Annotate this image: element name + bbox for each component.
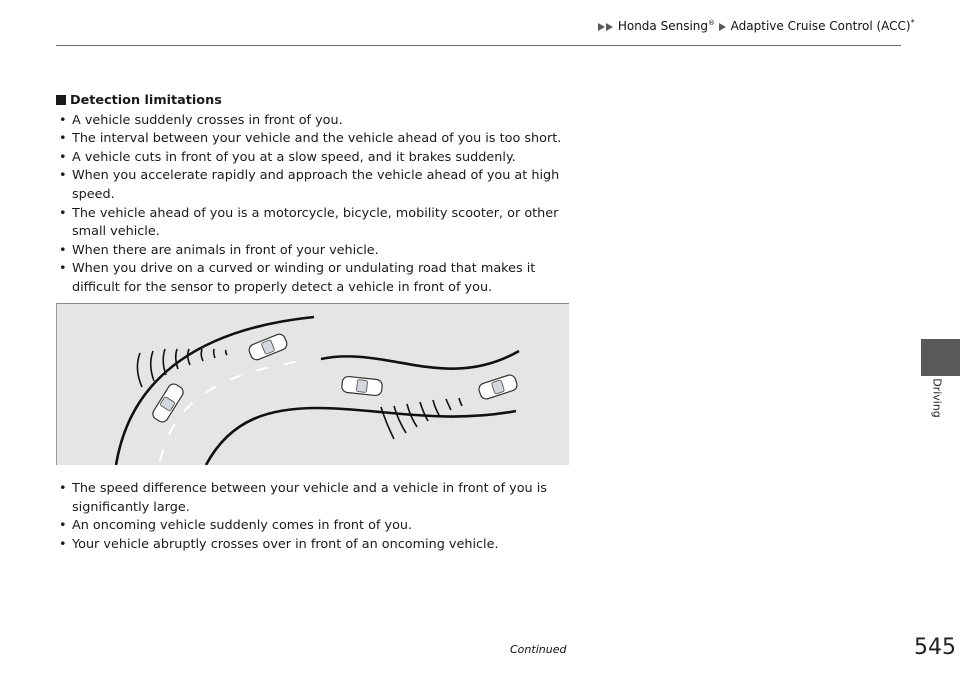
section-title-text: Detection limitations (70, 93, 222, 108)
breadcrumb (598, 18, 915, 33)
chapter-label-text: Driving (930, 378, 944, 418)
breadcrumb-honda-sensing[interactable]: Honda Sensing (617, 19, 708, 33)
breadcrumb-acc[interactable]: Adaptive Cruise Control (ACC) (730, 19, 911, 33)
registered-mark: ® (708, 19, 715, 27)
curved-road-radar-illustration (56, 303, 569, 465)
asterisk-mark: * (910, 18, 915, 27)
limitations-list-continued (56, 480, 576, 554)
list-item: • An oncoming vehicle suddenly comes in front of you. (56, 517, 576, 536)
list-item: • A vehicle suddenly crosses in front of you. (56, 112, 576, 131)
triangle-arrow-icon (719, 23, 726, 31)
section-title (56, 92, 576, 111)
limitations-list (56, 112, 576, 298)
list-item: • The interval between your vehicle and the vehicle ahead of you is too short. (56, 130, 576, 149)
list-item: • The speed difference between your vehicle and a vehicle in front of you is significantly large. (56, 480, 576, 517)
list-item: • When you drive on a curved or winding or undulating road that makes it difficult for the sensor to properly detect a vehicle in front of you. (56, 260, 576, 297)
chapter-label (924, 368, 950, 428)
list-item: • Your vehicle abruptly crosses over in front of an oncoming vehicle. (56, 536, 576, 555)
list-item: • When you accelerate rapidly and approach the vehicle ahead of you at high speed. (56, 167, 576, 204)
oncoming-vehicle (341, 376, 382, 396)
header-divider (56, 45, 901, 46)
list-item: • The vehicle ahead of you is a motorcycle, bicycle, mobility scooter, or other small vehicle. (56, 205, 576, 242)
list-item: • When there are animals in front of your vehicle. (56, 242, 576, 261)
square-bullet-icon (56, 95, 66, 105)
triangle-arrow-icon (598, 23, 605, 31)
triangle-arrow-icon (606, 23, 613, 31)
page-number: 545 (914, 635, 956, 660)
list-item: • A vehicle cuts in front of you at a slow speed, and it brakes suddenly. (56, 149, 576, 168)
continued-label: Continued (510, 643, 567, 656)
detection-limitations-continued (56, 480, 576, 554)
detection-limitations-section (56, 92, 576, 298)
